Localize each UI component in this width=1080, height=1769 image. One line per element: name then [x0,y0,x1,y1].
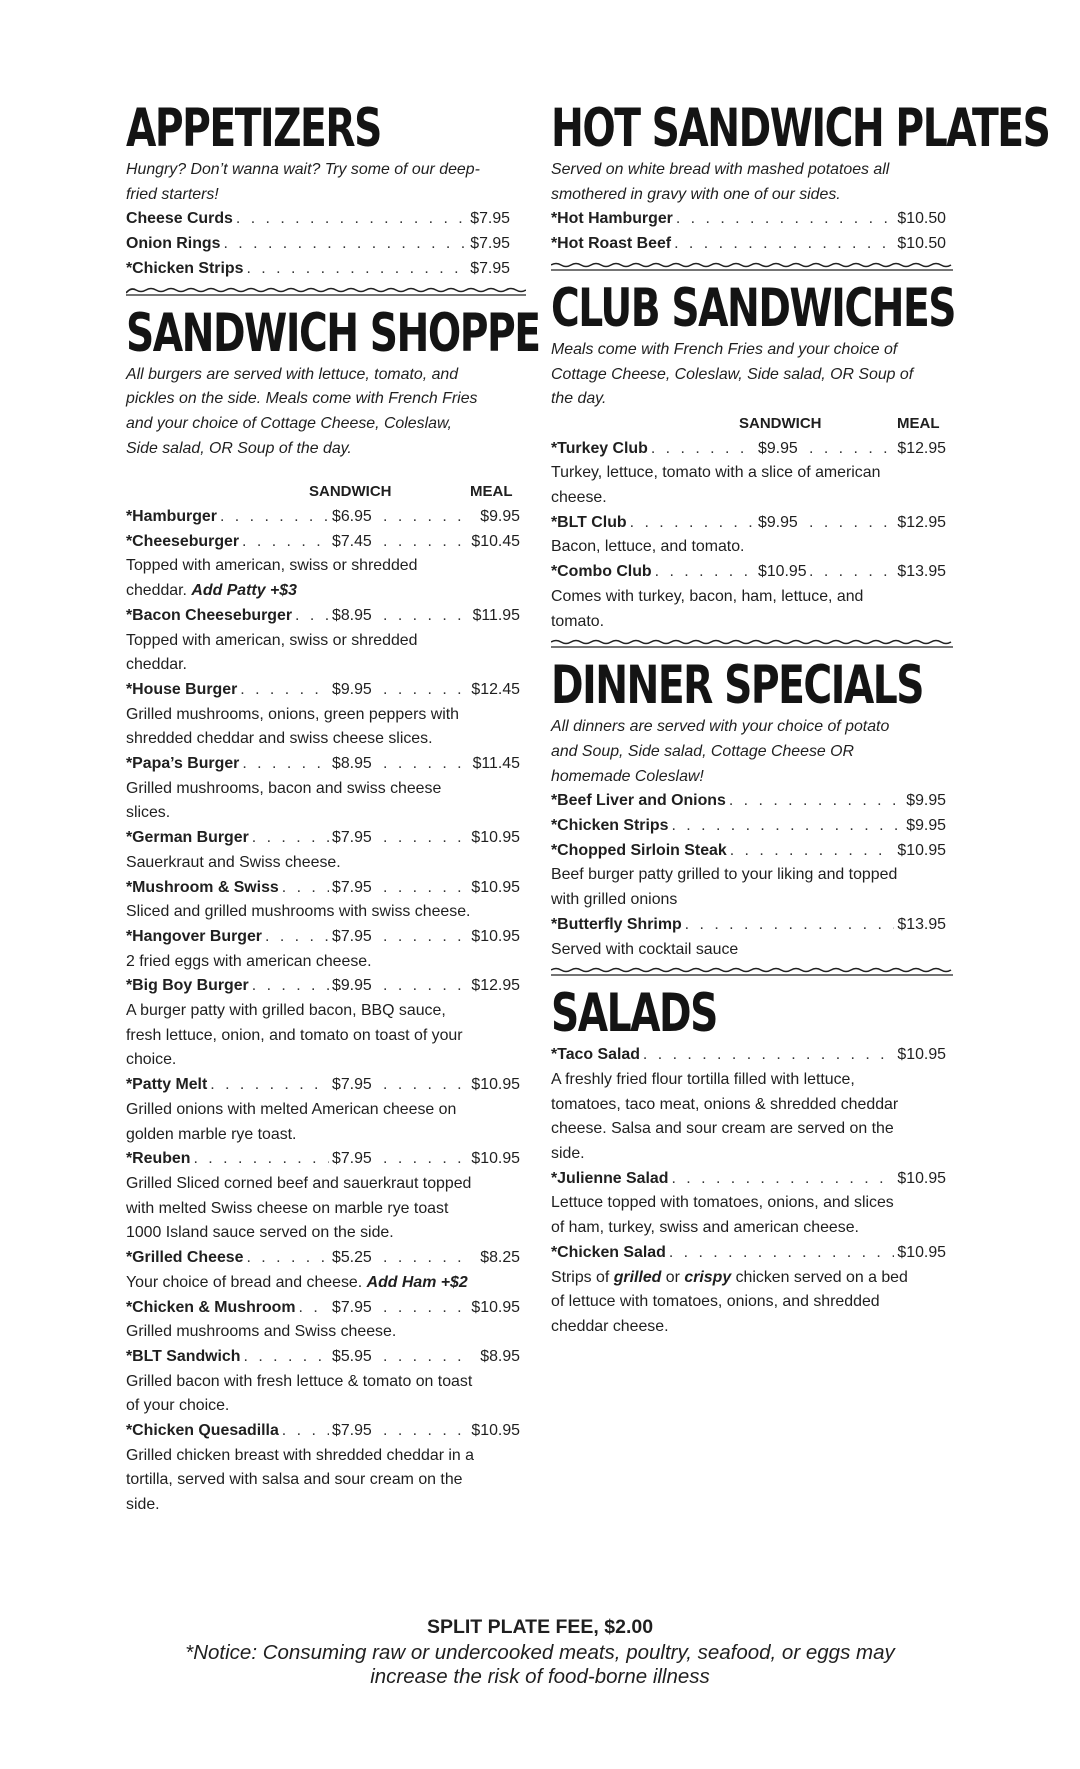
menu-item [551,207,946,232]
dot-leader [240,678,329,703]
dot-leader [671,814,903,839]
sandwich-column-header: SANDWICH [739,414,822,432]
meal-price: $8.95 [480,1347,520,1365]
item-description: golden marble rye toast. [126,1125,297,1143]
item-description: Grilled mushrooms and Swiss cheese. [126,1323,397,1341]
sandwich-price: $5.95 [332,1347,372,1365]
meal-price: $10.95 [471,1150,520,1168]
item-name: *Chicken Strips [126,259,244,277]
item-name: *Beef Liver and Onions [551,792,726,810]
club-sandwiches-section [551,277,956,657]
meal-price: $10.95 [471,878,520,896]
sandwich-price: $7.95 [332,1076,372,1094]
item-description: tomatoes, taco meat, onions & shredded cheddar [551,1095,899,1113]
item-description: side. [551,1145,585,1163]
sandwich-price: $5.25 [332,1249,372,1267]
item-description: of your choice. [126,1397,230,1415]
dot-leader [383,604,467,629]
dot-leader [242,530,329,555]
menu-item [126,207,510,232]
section-divider [551,964,953,976]
hot-sandwich-plates-section [551,98,1050,280]
item-description: Topped with american, swiss or shredded [126,557,418,575]
sandwich-price: $9.95 [758,513,798,531]
item-name: *Big Boy Burger [126,977,249,995]
meal-price: $11.95 [472,606,520,624]
meal-price: $12.95 [471,977,520,995]
meal-column-header: MEAL [470,483,513,501]
desc-text: chicken served on a bed [731,1268,908,1286]
price-column-headers [551,412,953,437]
dot-leader [383,1296,467,1321]
menu-item [126,1296,520,1321]
item-price: $10.95 [897,1046,946,1064]
dot-leader [193,1147,329,1172]
sandwich-column-header: SANDWICH [309,483,392,501]
hot-plates-intro-line: Served on white bread with mashed potatoes all [551,161,890,178]
desc-emphasis: Add Patty +$3 [191,582,297,600]
item-description: Grilled Sliced corned beef and sauerkraut topped [126,1175,472,1192]
meal-price: $12.45 [471,680,520,698]
item-description: shredded cheddar and swiss cheese slices. [126,730,433,748]
dot-leader [282,1419,329,1444]
item-description: cheese. Salsa and sour cream are served on the [551,1120,894,1138]
meal-price: $10.45 [471,532,520,550]
item-description: cheese. [551,489,607,507]
dot-leader [809,560,893,585]
item-description: Sliced and grilled mushrooms with swiss cheese. [126,903,471,921]
sandwich-price: $7.95 [332,1298,372,1316]
item-description: tomato. [551,612,604,630]
menu-item [551,560,946,585]
dot-leader [383,925,467,950]
salads-section [551,985,953,1339]
item-price: $10.50 [897,210,946,228]
dinner-items [551,789,953,962]
dinner-specials-section [551,657,953,985]
salads-heading: SALADS [551,983,717,1045]
menu-item [551,839,946,864]
menu-item [126,505,520,530]
menu-item [126,232,510,257]
item-description: Grilled onions with melted American cheese on [126,1100,457,1118]
sandwich-price: $9.95 [332,680,372,698]
item-description: Grilled mushrooms, bacon and swiss cheese [126,779,442,797]
item-name: *Hot Roast Beef [551,235,672,253]
item-price: $10.95 [897,1169,946,1187]
item-price: $10.50 [897,235,946,253]
meal-price: $10.95 [471,829,520,847]
item-description [551,1266,953,1291]
sandwich-shoppe-items [126,505,526,1518]
menu-item [126,530,520,555]
item-name: *Bacon Cheeseburger [126,606,293,624]
item-description: tortilla, served with salsa and sour cream on the [126,1471,463,1489]
item-name: *Taco Salad [551,1046,640,1064]
meal-price: $11.45 [472,755,520,773]
item-name: *Chicken & Mushroom [126,1298,296,1316]
dinner-intro-line: All dinners are served with your choice of potato [551,718,890,736]
desc-text: or [661,1268,685,1286]
menu-item [126,1073,520,1098]
dot-leader [246,1246,329,1271]
item-name: *House Burger [126,680,238,698]
appetizers-heading: APPETIZERS [126,98,381,159]
item-description: Comes with turkey, bacon, ham, lettuce, and [551,587,864,605]
dot-leader [383,505,467,530]
dot-leader [252,826,329,851]
meal-price: $8.25 [480,1249,520,1267]
sandwich-price: $7.95 [332,829,372,847]
item-description: cheddar cheese. [551,1318,669,1335]
meal-price: $10.95 [471,1076,520,1094]
dot-leader [299,1296,329,1321]
club-intro-line: Meals come with French Fries and your choice of [551,340,898,358]
item-name: *Grilled Cheese [126,1249,244,1267]
dot-leader [265,925,329,950]
menu-item [126,925,520,950]
meal-price: $13.95 [897,563,946,581]
item-price: $13.95 [897,915,946,933]
desc-emphasis: grilled [613,1268,662,1286]
meal-price: $10.95 [471,1298,520,1316]
item-description: with melted Swiss cheese on marble rye toast [126,1199,449,1217]
meal-price: $12.95 [897,513,946,531]
section-divider [126,284,526,296]
item-description [126,1271,526,1296]
menu-item [551,789,946,814]
club-sandwiches-heading: CLUB SANDWICHES [551,277,956,339]
item-description: Turkey, lettuce, tomato with a slice of american [551,464,881,482]
item-description: choice. [126,1051,177,1069]
dot-leader [252,974,329,999]
appetizers-intro-line: Hungry? Don’t wanna wait? Try some of our deep- [126,161,480,178]
menu-item [126,876,520,901]
item-description: Topped with american, swiss or shredded [126,631,418,649]
sandwich-price: $6.95 [332,508,372,526]
item-description: Served with cocktail sauce [551,940,739,958]
dot-leader [383,1147,467,1172]
item-name: *German Burger [126,829,249,847]
dot-leader [729,789,903,814]
left-column [126,98,540,1518]
menu-item [551,913,946,938]
desc-emphasis: crispy [684,1268,732,1286]
right-column [551,98,1050,1340]
dot-leader [651,437,755,462]
item-description: A burger patty with grilled bacon, BBQ sauce, [126,1002,446,1020]
sandwich-price: $9.95 [758,439,798,457]
sandwich-price: $8.95 [332,755,372,773]
dot-leader [383,1419,467,1444]
item-description: Grilled bacon with fresh lettuce & tomato on toast [126,1372,473,1390]
dot-leader [730,839,895,864]
item-description: fresh lettuce, onion, and tomato on toast of your [126,1026,463,1044]
dot-leader [809,437,893,462]
item-description: slices. [126,804,171,822]
dot-leader [383,876,467,901]
dot-leader [220,505,329,530]
item-name: *Hamburger [126,508,217,526]
item-name: *Combo Club [551,563,652,581]
sandwich-price: $7.95 [332,1422,372,1440]
item-description: of ham, turkey, swiss and american cheese. [551,1219,859,1237]
item-price: $10.95 [897,841,946,859]
sandwich-shoppe-intro-line: pickles on the side. Meals come with French Fries [126,390,478,408]
dot-leader [295,604,329,629]
dot-leader [383,1073,467,1098]
menu-item [551,1043,946,1068]
desc-emphasis: Add Ham +$2 [366,1273,468,1291]
dot-leader [383,974,467,999]
item-price: $7.95 [470,235,510,253]
club-intro-line: the day. [551,390,607,408]
sandwich-price: $7.45 [332,532,372,550]
club-items [551,437,953,635]
dot-leader [242,752,329,777]
sandwich-price: $9.95 [332,977,372,995]
dot-leader [383,826,467,851]
item-description: Lettuce topped with tomatoes, onions, and slices [551,1194,894,1212]
menu-item [126,1147,520,1172]
health-notice [0,1641,1080,1689]
item-name: *BLT Club [551,513,627,531]
dinner-specials-heading: DINNER SPECIALS [551,655,924,717]
item-description: 2 fried eggs with american cheese. [126,952,372,970]
meal-price: $10.95 [471,1422,520,1440]
item-price: $7.95 [470,210,510,228]
item-name: Onion Rings [126,235,221,253]
item-description: Grilled chicken breast with shredded cheddar in a [126,1446,475,1464]
item-description: Bacon, lettuce, and tomato. [551,538,745,556]
dot-leader [655,560,755,585]
dot-leader [243,1345,329,1370]
dot-leader [630,511,755,536]
item-name: *Cheeseburger [126,532,240,550]
sandwich-price: $7.95 [332,1150,372,1168]
dot-leader [685,913,895,938]
dot-leader [383,1246,467,1271]
item-name: *Chopped Sirloin Steak [551,841,727,859]
menu-item [126,974,520,999]
item-price: $9.95 [906,792,946,810]
desc-text: Strips of [551,1268,614,1286]
item-name: *Butterfly Shrimp [551,915,682,933]
menu-item [551,511,946,536]
dinner-intro-line: homemade Coleslaw! [551,767,704,785]
desc-text: cheddar. [126,582,187,600]
item-price: $10.95 [897,1243,946,1261]
item-name: *Hangover Burger [126,927,262,945]
meal-price: $10.95 [471,927,520,945]
sandwich-price: $7.95 [332,927,372,945]
notice-line: increase the risk of food-borne illness [370,1665,710,1688]
item-description: Grilled mushrooms, onions, green peppers with [126,705,459,723]
item-name: *Patty Melt [126,1076,208,1094]
section-divider [551,636,953,648]
hot-sandwich-plates-heading: HOT SANDWICH PLATES [551,98,1050,159]
item-name: *Mushroom & Swiss [126,878,279,896]
dot-leader [383,530,467,555]
price-column-headers [126,480,526,505]
item-description: cheddar. [126,656,187,674]
appetizers-section [126,100,526,305]
item-price: $9.95 [906,817,946,835]
menu-item [126,604,520,629]
item-description: Beef burger patty grilled to your liking and topped [551,866,898,884]
hot-plates-intro-line: smothered in gravy with one of our sides. [551,185,841,203]
sandwich-price: $7.95 [332,878,372,896]
appetizers-intro-line: fried starters! [126,185,219,203]
sandwich-shoppe-intro-line: All burgers are served with lettuce, tomato, and [126,365,459,383]
dot-leader [383,1345,467,1370]
item-name: *Chicken Quesadilla [126,1422,279,1440]
dot-leader [282,876,329,901]
menu-item [126,678,520,703]
meal-column-header: MEAL [897,414,940,432]
menu-item [126,257,510,282]
sandwich-price: $10.95 [758,563,807,581]
menu-item [126,1345,520,1370]
item-description: Sauerkraut and Swiss cheese. [126,853,341,871]
menu-item [551,814,946,839]
menu-item [551,232,946,257]
menu-item [551,1241,946,1266]
notice-line: *Notice: Consuming raw or undercooked meats, poultry, seafood, or eggs may [185,1641,895,1664]
item-name: *Reuben [126,1150,191,1168]
menu-item [551,1167,946,1192]
menu-item [126,826,520,851]
item-description: with grilled onions [551,891,678,909]
item-name: *Chicken Salad [551,1243,666,1261]
item-description: 1000 Island sauce served on the side. [126,1224,394,1242]
meal-price: $9.95 [480,508,520,526]
desc-text: Your choice of bread and cheese. [126,1273,363,1291]
dot-leader [383,678,467,703]
item-description: side. [126,1496,160,1514]
item-description [126,579,526,604]
item-name: *BLT Sandwich [126,1347,241,1365]
dinner-intro-line: and Soup, Side salad, Cottage Cheese OR [551,742,855,760]
sandwich-price: $8.95 [332,606,372,624]
sandwich-shoppe-intro-line: and your choice of Cottage Cheese, Coleslaw, [126,414,452,432]
item-description: of lettuce with tomatoes, onions, and shredded [551,1293,880,1311]
item-name: Cheese Curds [126,210,233,228]
sandwich-shoppe-heading: SANDWICH SHOPPE [126,302,540,364]
menu-item [551,437,946,462]
sandwich-shoppe-section [126,302,540,1518]
section-divider [551,259,953,271]
dot-leader [383,752,467,777]
item-name: *Turkey Club [551,439,648,457]
menu-item [126,752,520,777]
item-description: A freshly fried flour tortilla filled with lettuce, [551,1070,855,1088]
sandwich-shoppe-intro-line: Side salad, OR Soup of the day. [126,439,352,457]
menu-item [126,1419,520,1444]
item-price: $7.95 [470,259,510,277]
item-name: *Chicken Strips [551,817,669,835]
dot-leader [809,511,893,536]
dot-leader [210,1073,329,1098]
menu-item [126,1246,520,1271]
item-name: *Julienne Salad [551,1169,669,1187]
item-name: *Hot Hamburger [551,210,673,228]
club-intro-line: Cottage Cheese, Coleslaw, Side salad, OR Soup of [551,365,914,383]
item-name: *Papa’s Burger [126,755,240,773]
meal-price: $12.95 [897,439,946,457]
split-plate-fee: SPLIT PLATE FEE, $2.00 [426,1616,654,1638]
